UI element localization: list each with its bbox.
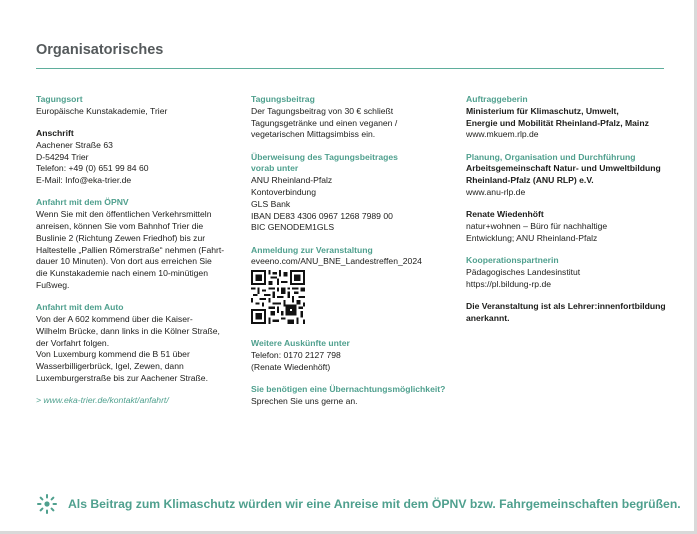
overnight-section [251, 384, 456, 408]
accreditation-note [466, 301, 681, 325]
address-email: E-Mail: Info@eka-trier.de [36, 175, 132, 186]
sun-icon [36, 493, 58, 515]
transfer-line: GLS Bank [251, 198, 291, 209]
venue-label: Tagungsort [36, 94, 83, 104]
fee-section [251, 94, 456, 141]
info-label: Weitere Auskünfte unter [251, 338, 350, 349]
transfer-label: Überweisung des Tagungsbeitrages [251, 151, 398, 162]
transfer-label: vorab unter [251, 163, 299, 174]
page-title: Organisatorisches [36, 42, 164, 58]
transit-line: Haltestelle „Pallien Römerstraße“ nehmen (Fahrt- [36, 244, 225, 255]
qr-code [251, 270, 456, 324]
registration-label: Anmeldung zur Veranstaltung [251, 244, 373, 255]
footer-text: Als Beitrag zum Klimaschutz würden wir eine Anreise mit dem ÖPNV bzw. Fahrgemeinschaften begrüßen. [68, 497, 681, 511]
transit-section [36, 197, 241, 291]
footer-banner [36, 492, 681, 516]
column-fees [251, 94, 456, 408]
transfer-iban: IBAN DE83 4306 0967 1268 7989 00 [251, 210, 393, 221]
planning-section [466, 152, 681, 199]
partner-section [466, 255, 681, 290]
info-phone: Telefon: 0170 2127 798 [251, 349, 341, 360]
person-line: natur+wohnen – Büro für nachhaltige [466, 220, 608, 231]
registration-section [251, 245, 456, 269]
note-line: Die Veranstaltung ist als Lehrer:innenfortbildung [466, 300, 666, 311]
address-line: Aachener Straße 63 [36, 139, 113, 150]
address-section [36, 128, 241, 187]
planning-url[interactable]: www.anu-rlp.de [466, 186, 526, 197]
transit-line: Wenn Sie mit den öffentlichen Verkehrsmitteln [36, 209, 212, 220]
fee-line: vegetarischen Mittagsimbiss ein. [251, 129, 376, 140]
note-line: anerkannt. [466, 312, 510, 323]
directions-link[interactable]: > www.eka-trier.de/kontakt/anfahrt/ [36, 395, 169, 406]
info-section [251, 338, 456, 373]
overnight-value: Sprechen Sie uns gerne an. [251, 395, 358, 406]
person-name: Renate Wiedenhöft [466, 209, 544, 220]
client-url[interactable]: www.mkuem.rlp.de [466, 129, 539, 140]
transit-line: Fußweg. [36, 279, 70, 290]
transit-line: die Kunstakademie nach einem 10-minütigen [36, 268, 208, 279]
title-divider [36, 68, 664, 69]
column-organizers [466, 94, 681, 324]
venue-section [36, 94, 241, 118]
transit-line: dauer 10 Minuten). Von dort aus erreichen Sie [36, 256, 212, 267]
fee-label: Tagungsbeitrag [251, 94, 315, 104]
car-line: Von Luxemburg kommend die B 51 über [36, 349, 190, 360]
client-label: Auftraggeberin [466, 94, 528, 104]
planning-line: Arbeitsgemeinschaft Natur- und Umweltbildung [466, 163, 661, 174]
transfer-section [251, 152, 456, 235]
planning-line: Rheinland-Pfalz (ANU RLP) e.V. [466, 175, 594, 186]
partner-url[interactable]: https://pl.bildung-rp.de [466, 278, 552, 289]
client-line: Ministerium für Klimaschutz, Umwelt, [466, 105, 619, 116]
planning-label: Planung, Organisation und Durchführung [466, 151, 636, 162]
car-line: Wasserbilligerbrück, Igel, Zewen, dann [36, 361, 184, 372]
transfer-bic: BIC GENODEM1GLS [251, 222, 335, 233]
venue-value: Europäische Kunstakademie, Trier [36, 105, 168, 116]
person-line: Entwicklung; ANU Rheinland-Pfalz [466, 232, 598, 243]
car-line: Wilhelm Brücke, dann links in die Kölner Straße, [36, 325, 220, 336]
car-label: Anfahrt mit dem Auto [36, 302, 124, 313]
car-line: der Vorfahrt folgen. [36, 337, 110, 348]
car-line: Luxemburgerstraße bis zur Aachener Straße. [36, 372, 208, 383]
partner-label: Kooperationspartnerin [466, 254, 559, 265]
person-section [466, 209, 681, 244]
address-line: D-54294 Trier [36, 151, 89, 162]
address-label: Anschrift [36, 127, 74, 138]
column-venue [36, 94, 241, 407]
transfer-line: ANU Rheinland-Pfalz [251, 175, 333, 186]
car-section [36, 302, 241, 385]
client-section [466, 94, 681, 141]
client-line: Energie und Mobilität Rheinland-Pfalz, Mainz [466, 117, 649, 128]
fee-line: Tagungsgetränke und einen veganen / [251, 117, 398, 128]
registration-url[interactable]: eveeno.com/ANU_BNE_Landestreffen_2024 [251, 256, 422, 267]
transit-label: Anfahrt mit dem ÖPNV [36, 197, 129, 208]
info-contact: (Renate Wiedenhöft) [251, 361, 331, 372]
address-phone: Telefon: +49 (0) 651 99 84 60 [36, 163, 149, 174]
partner-line: Pädagogisches Landesinstitut [466, 266, 581, 277]
overnight-label: Sie benötigen eine Übernachtungsmöglichkeit? [251, 383, 446, 394]
transit-line: Buslinie 2 (Richtung Zewen Friedhof) bis zur [36, 232, 206, 243]
transit-line: anreisen, können Sie vom Bahnhof Trier die [36, 220, 204, 231]
transfer-line: Kontoverbindung [251, 186, 316, 197]
fee-line: Der Tagungsbeitrag von 30 € schließt [251, 105, 394, 116]
car-line: Von der A 602 kommend über die Kaiser- [36, 313, 193, 324]
